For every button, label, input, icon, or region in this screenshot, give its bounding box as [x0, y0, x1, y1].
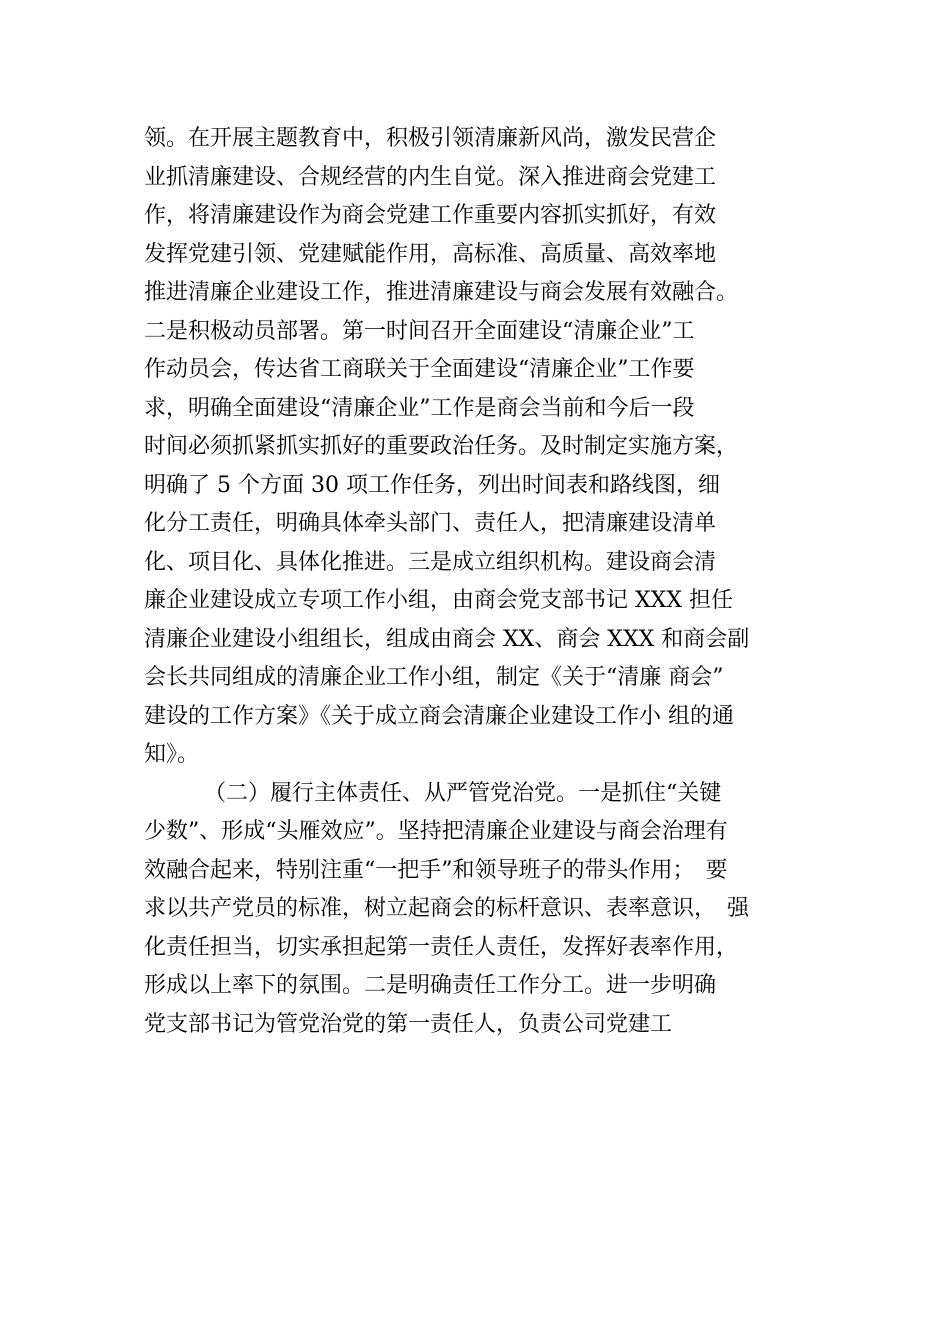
text-line: 明确了 5 个方面 30 项工作任务，列出时间表和路线图，细: [144, 472, 720, 498]
text-line: 推进清廉企业建设工作，推进清廉建设与商会发展有效融合。: [144, 280, 739, 305]
text-line: 发挥党建引领、党建赋能作用，高标准、高质量、高效率地: [144, 241, 717, 267]
text-line: 廉企业建设成立专项工作小组，由商会党支部书记 XXX 担任: [144, 588, 733, 613]
text-line: 求以共产党员的标准，树立起商会的标杆意识、表率意识， 强: [144, 896, 750, 921]
text-line: 求，明确全面建设“清廉企业”工作是商会当前和今后一段: [144, 395, 695, 421]
text-line: 业抓清廉建设、合规经营的内生自觉。深入推进商会党建工: [144, 164, 717, 190]
text-line: 形成以上率下的氛围。二是明确责任工作分工。进一步明确: [144, 973, 717, 998]
text-line: 二是积极动员部署。第一时间召开全面建设“清廉企业”工: [144, 318, 695, 344]
text-line: 党支部书记为管党治党的第一责任人，负责公司党建工: [144, 1011, 673, 1037]
text-line: 化分工责任，明确具体牵头部门、责任人，把清廉建设清单: [144, 511, 717, 536]
text-line: 少数”、形成“头雁效应”。坚持把清廉企业建设与商会治理有: [144, 819, 728, 844]
text-line: 知》。: [144, 742, 200, 767]
text-line: 清廉企业建设小组组长，组成由商会 XX、商会 XXX 和商会副: [144, 626, 750, 652]
section-heading-line: （二）履行主体责任、从严管党治党。一是抓住“关键: [204, 780, 722, 806]
text-line: 作，将清廉建设作为商会党建工作重要内容抓实抓好，有效: [144, 203, 717, 228]
text-line: 效融合起来，特别注重“一把手”和领导班子的带头作用； 要: [144, 857, 728, 883]
text-line: 化责任担当，切实承担起第一责任人责任，发挥好表率作用，: [144, 934, 739, 960]
text-line: 作动员会，传达省工商联关于全面建设“清廉企业”工作要: [144, 357, 695, 382]
text-line: 化、项目化、具体化推进。三是成立组织机构。建设商会清: [144, 549, 717, 575]
body-text: [144, 120, 844, 1044]
text-line: 时间必须抓紧抓实抓好的重要政治任务。及时制定实施方案，: [144, 434, 739, 459]
text-line: 领。在开展主题教育中，积极引领清廉新风尚，激发民营企: [144, 126, 717, 151]
text-line: 会长共同组成的清廉企业工作小组，制定《关于“清廉 商会”: [144, 665, 724, 690]
text-line: 建设的工作方案》《关于成立商会清廉企业建设工作小 组的通: [144, 703, 734, 729]
